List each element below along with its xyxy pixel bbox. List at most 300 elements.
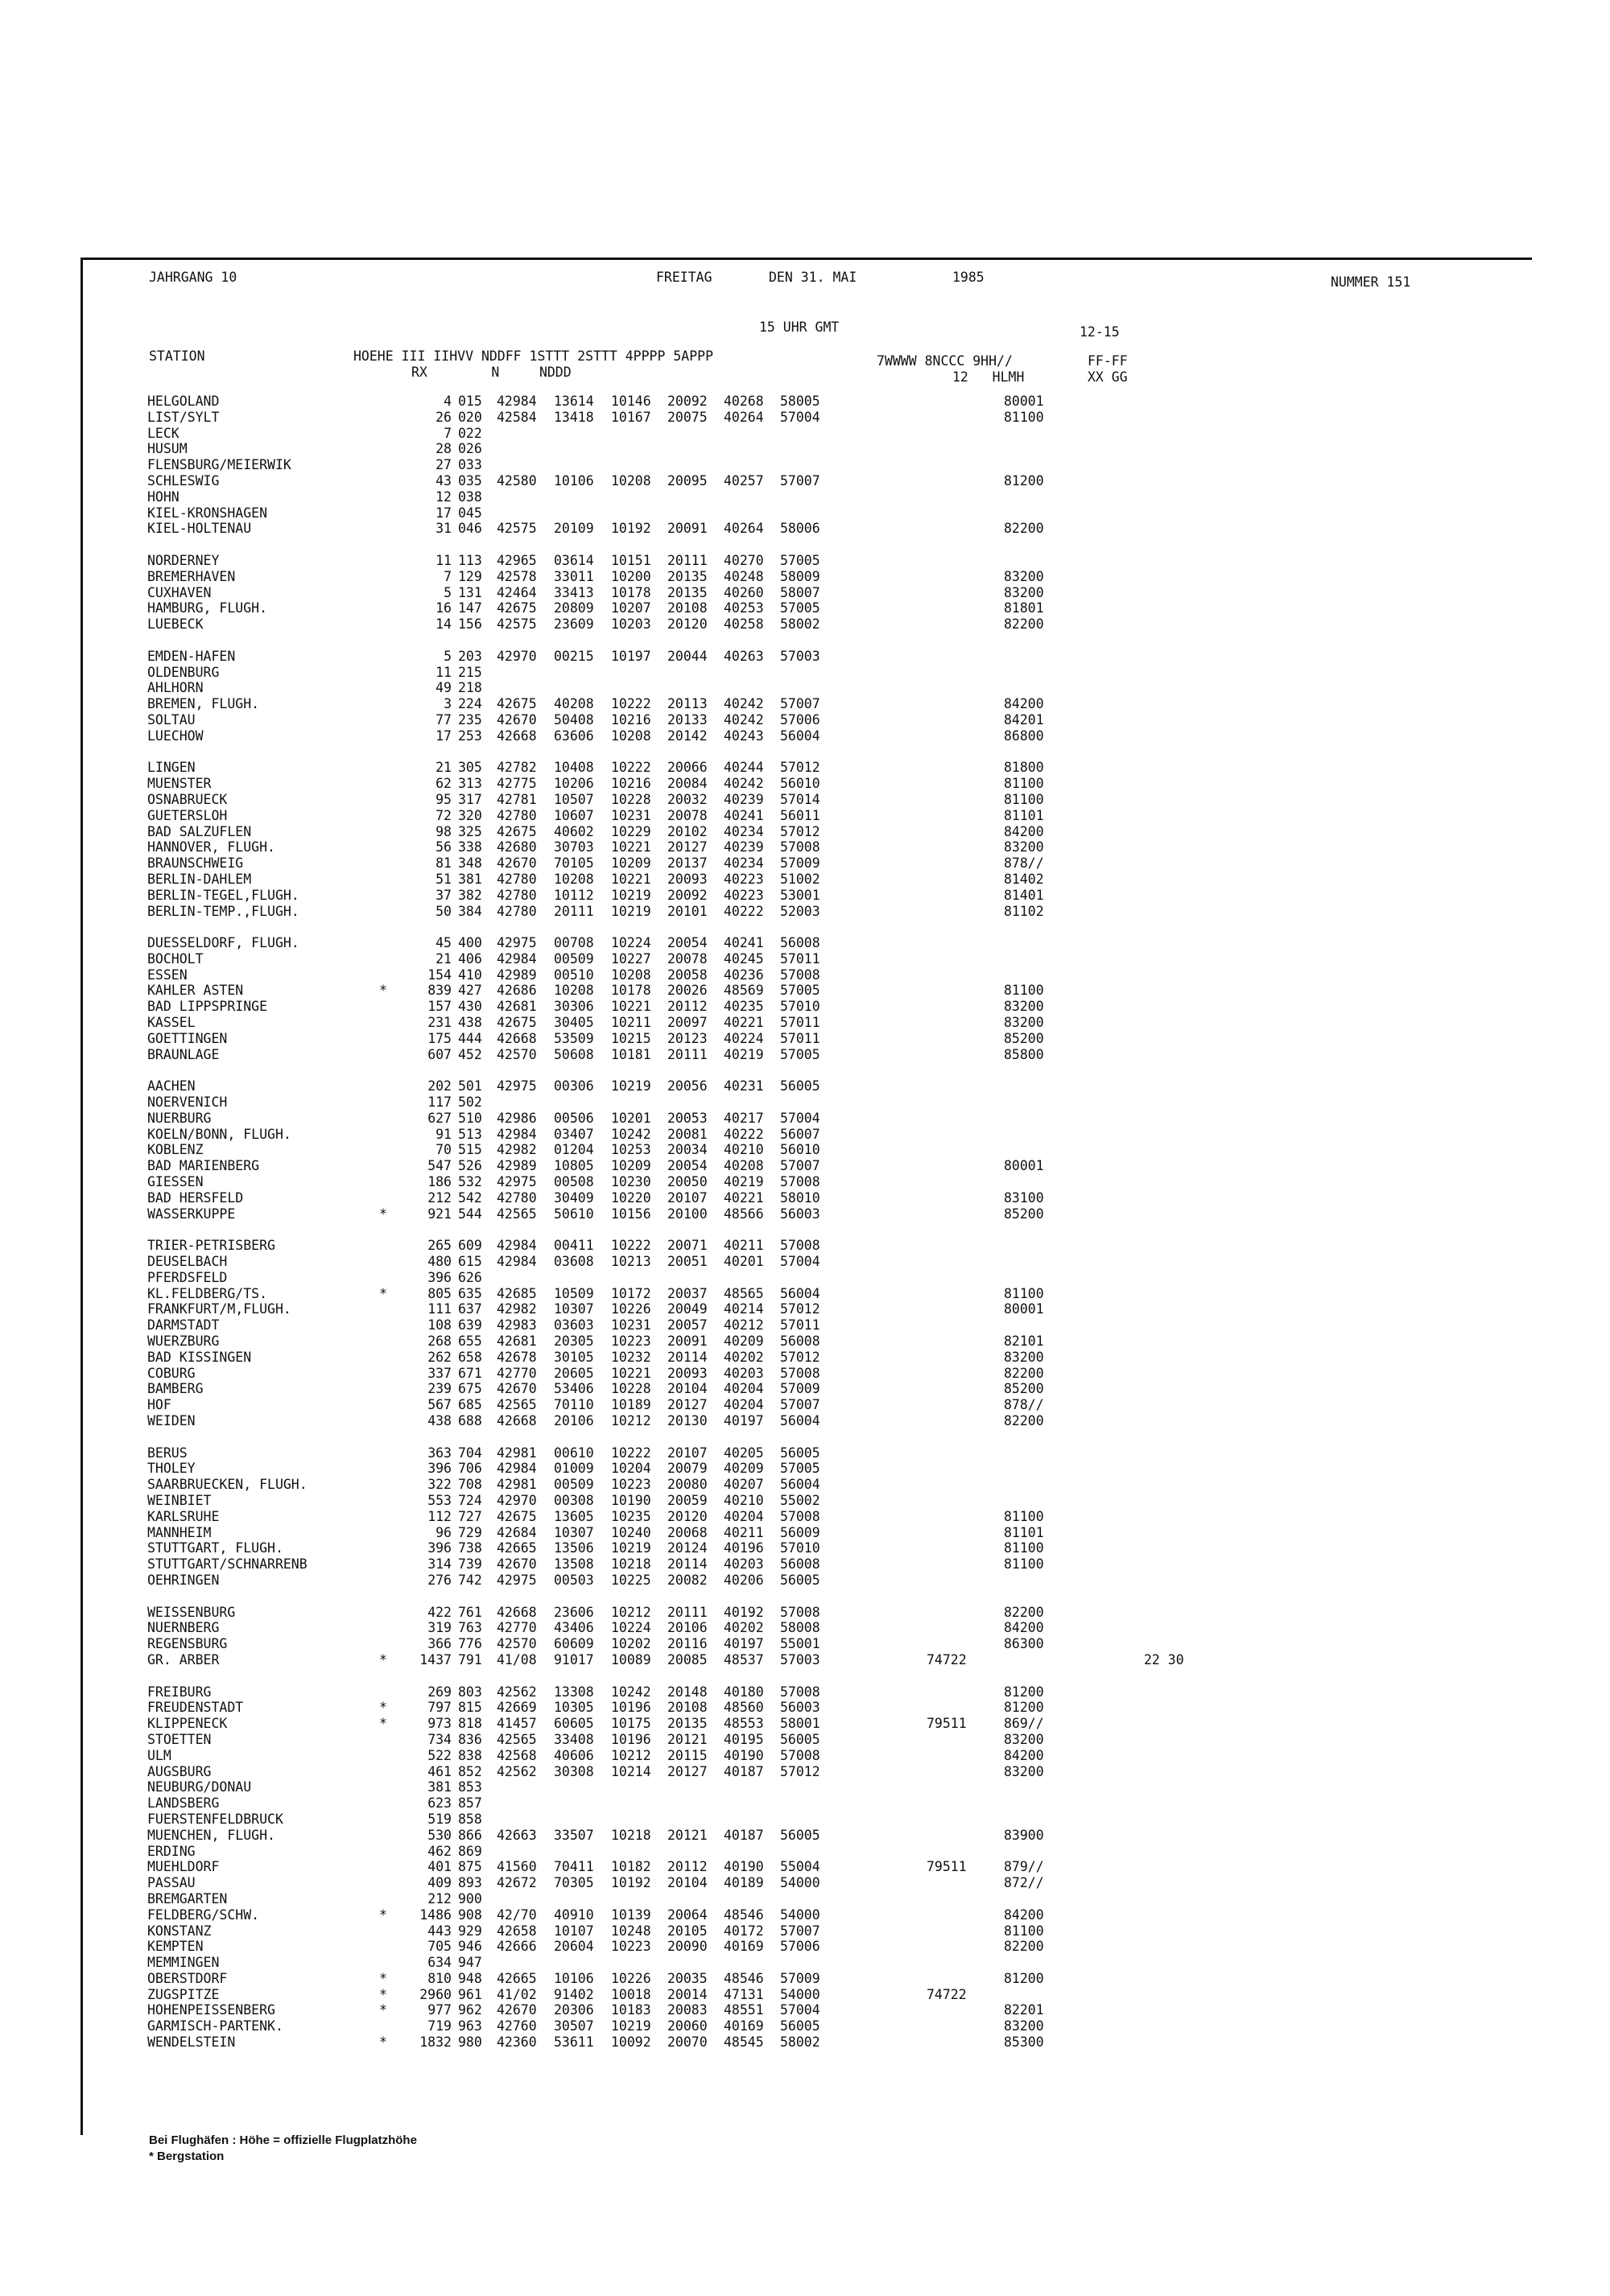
station-name: ZUGSPITZE	[147, 1986, 220, 2002]
group-4pppp: 40192	[724, 1604, 764, 1620]
group-nddff: 53509	[554, 1030, 594, 1046]
station-name: KIEL-HOLTENAU	[147, 521, 252, 537]
group-1sttt: 10223	[611, 1477, 651, 1493]
group-5appp: 56004	[780, 1413, 820, 1428]
group-ff: 22 30	[1144, 1651, 1184, 1667]
group-1sttt: 10196	[611, 1700, 651, 1716]
group-iihvv: 42680	[497, 839, 537, 855]
station-height: 108	[427, 1317, 452, 1333]
group-8nccc: 81102	[1004, 903, 1044, 919]
group-2sttt: 20075	[667, 409, 708, 425]
station-height: 27	[436, 457, 452, 473]
group-4pppp: 40242	[724, 711, 764, 728]
group-nddff: 00509	[554, 1477, 594, 1493]
station-height: 157	[427, 999, 452, 1015]
group-iihvv: 42984	[497, 1254, 537, 1270]
mountain-marker: *	[379, 1285, 387, 1301]
station-name: NUERBURG	[147, 1110, 212, 1126]
group-8nccc: 81100	[1004, 1285, 1044, 1301]
group-8nccc: 82200	[1004, 616, 1044, 633]
station-name: AUGSBURG	[147, 1763, 212, 1779]
station-number: 738	[458, 1540, 482, 1556]
station-height: 607	[427, 1046, 452, 1062]
group-4pppp: 40258	[724, 616, 764, 633]
station-number: 253	[458, 728, 482, 744]
group-1sttt: 10172	[611, 1285, 651, 1301]
station-number: 022	[458, 425, 482, 441]
bulletin-sheet	[80, 258, 1532, 2163]
station-height: 719	[427, 2018, 452, 2034]
station-name: WASSERKUPPE	[147, 1206, 236, 1222]
group-8nccc: 80001	[1004, 1158, 1044, 1174]
year: 1985	[952, 270, 985, 285]
group-2sttt: 20093	[667, 1365, 708, 1381]
station-name: OBERSTDORF	[147, 1970, 228, 1986]
group-1sttt: 10242	[611, 1684, 651, 1700]
station-name: LUEBECK	[147, 616, 204, 633]
group-5appp: 57008	[780, 1604, 820, 1620]
station-name: BERUS	[147, 1445, 188, 1461]
group-2sttt: 20124	[667, 1540, 708, 1556]
group-1sttt: 10182	[611, 1859, 651, 1875]
group-nddff: 10408	[554, 760, 594, 776]
station-number: 015	[458, 394, 482, 409]
group-8nccc: 81200	[1004, 1700, 1044, 1716]
station-height: 805	[427, 1285, 452, 1301]
station-height: 5	[444, 648, 452, 664]
col-codes: HOEHE III IIHVV NDDFF 1STTT 2STTT 4PPPP 5APPP	[353, 348, 714, 364]
group-4pppp: 48566	[724, 1206, 764, 1222]
group-8nccc: 81100	[1004, 1923, 1044, 1939]
group-4pppp: 40242	[724, 696, 764, 712]
group-5appp: 57011	[780, 950, 820, 967]
station-height: 319	[427, 1620, 452, 1636]
station-name: BERLIN-TEMP.,FLUGH.	[147, 903, 299, 919]
group-1sttt: 10207	[611, 600, 651, 616]
group-8nccc: 879//	[1004, 1859, 1044, 1875]
group-iihvv: 42984	[497, 1461, 537, 1477]
station-height: 623	[427, 1795, 452, 1812]
group-2sttt: 20107	[667, 1445, 708, 1461]
station-name: BRAUNSCHWEIG	[147, 855, 244, 872]
group-1sttt: 10156	[611, 1206, 651, 1222]
station-height: 37	[436, 887, 452, 903]
station-number: 637	[458, 1301, 482, 1317]
station-number: 980	[458, 2034, 482, 2051]
station-name: REGENSBURG	[147, 1636, 228, 1652]
group-5appp: 57005	[780, 552, 820, 568]
station-height: 17	[436, 505, 452, 521]
group-nddff: 70110	[554, 1397, 594, 1413]
group-8nccc: 81101	[1004, 1524, 1044, 1540]
station-name: TRIER-PETRISBERG	[147, 1238, 275, 1254]
station-number: 320	[458, 807, 482, 823]
station-height: 921	[427, 1206, 452, 1222]
group-5appp: 57005	[780, 1046, 820, 1062]
station-height: 480	[427, 1254, 452, 1270]
group-iihvv: 42780	[497, 1189, 537, 1206]
group-nddff: 20604	[554, 1939, 594, 1955]
group-5appp: 56005	[780, 2018, 820, 2034]
group-2sttt: 20080	[667, 1477, 708, 1493]
group-1sttt: 10151	[611, 552, 651, 568]
group-1sttt: 10189	[611, 1397, 651, 1413]
station-number: 542	[458, 1189, 482, 1206]
station-name: PFERDSFELD	[147, 1269, 228, 1285]
group-5appp: 57005	[780, 600, 820, 616]
group-iihvv: 42975	[497, 1572, 537, 1588]
mountain-marker: *	[379, 1651, 387, 1667]
group-1sttt: 10231	[611, 807, 651, 823]
group-nddff: 70305	[554, 1875, 594, 1891]
station-name: ERDING	[147, 1843, 196, 1859]
group-1sttt: 10224	[611, 1620, 651, 1636]
group-1sttt: 10192	[611, 521, 651, 537]
group-nddff: 00506	[554, 1110, 594, 1126]
mountain-marker: *	[379, 1206, 387, 1222]
station-height: 366	[427, 1636, 452, 1652]
ff-range: 12-15	[1080, 324, 1120, 340]
station-height: 2960	[419, 1986, 452, 2002]
group-2sttt: 20081	[667, 1126, 708, 1142]
group-iihvv: 42975	[497, 1174, 537, 1190]
group-nddff: 00411	[554, 1238, 594, 1254]
station-height: 50	[436, 903, 452, 919]
group-4pppp: 40205	[724, 1445, 764, 1461]
station-number: 026	[458, 441, 482, 457]
group-8nccc: 83900	[1004, 1827, 1044, 1843]
station-height: 363	[427, 1445, 452, 1461]
jahrgang: JAHRGANG 10	[149, 270, 237, 285]
station-height: 43	[436, 472, 452, 488]
group-2sttt: 20148	[667, 1684, 708, 1700]
station-number: 815	[458, 1700, 482, 1716]
station-number: 742	[458, 1572, 482, 1588]
group-iihvv: 42663	[497, 1827, 537, 1843]
station-number: 381	[458, 871, 482, 887]
group-5appp: 57009	[780, 1381, 820, 1397]
station-name: MANNHEIM	[147, 1524, 212, 1540]
group-nddff: 63606	[554, 728, 594, 744]
station-height: 95	[436, 791, 452, 807]
station-name: HANNOVER, FLUGH.	[147, 839, 275, 855]
station-name: OSNABRUECK	[147, 791, 228, 807]
group-iihvv: 42770	[497, 1365, 537, 1381]
group-4pppp: 40236	[724, 967, 764, 983]
group-iihvv: 42681	[497, 999, 537, 1015]
mountain-marker: *	[379, 983, 387, 999]
group-iihvv: 42464	[497, 584, 537, 600]
station-number: 685	[458, 1397, 482, 1413]
group-nddff: 10107	[554, 1923, 594, 1939]
group-4pppp: 48545	[724, 2034, 764, 2051]
group-2sttt: 20085	[667, 1651, 708, 1667]
group-4pppp: 40264	[724, 521, 764, 537]
group-2sttt: 20100	[667, 1206, 708, 1222]
group-1sttt: 10226	[611, 1301, 651, 1317]
group-5appp: 55001	[780, 1636, 820, 1652]
group-4pppp: 40211	[724, 1524, 764, 1540]
station-height: 268	[427, 1333, 452, 1350]
station-name: LECK	[147, 425, 180, 441]
group-8nccc: 878//	[1004, 1397, 1044, 1413]
station-name: HELGOLAND	[147, 394, 220, 409]
station-number: 671	[458, 1365, 482, 1381]
group-1sttt: 10181	[611, 1046, 651, 1062]
group-1sttt: 10222	[611, 1445, 651, 1461]
group-5appp: 53001	[780, 887, 820, 903]
group-nddff: 10805	[554, 1158, 594, 1174]
station-height: 111	[427, 1301, 452, 1317]
station-number: 836	[458, 1731, 482, 1747]
group-4pppp: 40219	[724, 1174, 764, 1190]
group-iihvv: 42770	[497, 1620, 537, 1636]
station-height: 1832	[419, 2034, 452, 2051]
group-2sttt: 20104	[667, 1381, 708, 1397]
station-height: 3	[444, 696, 452, 712]
group-2sttt: 20108	[667, 1700, 708, 1716]
group-nddff: 10208	[554, 983, 594, 999]
station-name: ESSEN	[147, 967, 188, 983]
group-2sttt: 20026	[667, 983, 708, 999]
station-number: 526	[458, 1158, 482, 1174]
station-height: 401	[427, 1859, 452, 1875]
group-4pppp: 40231	[724, 1078, 764, 1094]
group-5appp: 58009	[780, 568, 820, 584]
group-8nccc: 83200	[1004, 1731, 1044, 1747]
group-nddff: 20305	[554, 1333, 594, 1350]
station-height: 1486	[419, 1906, 452, 1923]
group-iihvv: 42672	[497, 1875, 537, 1891]
station-height: 17	[436, 728, 452, 744]
group-1sttt: 10229	[611, 823, 651, 839]
station-number: 963	[458, 2018, 482, 2034]
station-name: KL.FELDBERG/TS.	[147, 1285, 268, 1301]
station-name: OLDENBURG	[147, 664, 220, 680]
station-height: 175	[427, 1030, 452, 1046]
group-5appp: 54000	[780, 1875, 820, 1891]
group-8nccc: 80001	[1004, 1301, 1044, 1317]
group-5appp: 56008	[780, 1333, 820, 1350]
station-name: GOETTINGEN	[147, 1030, 228, 1046]
group-2sttt: 20053	[667, 1110, 708, 1126]
station-height: 4	[444, 394, 452, 409]
group-4pppp: 40203	[724, 1365, 764, 1381]
group-8nccc: 84200	[1004, 1906, 1044, 1923]
group-1sttt: 10216	[611, 711, 651, 728]
station-height: 62	[436, 776, 452, 792]
group-5appp: 56005	[780, 1827, 820, 1843]
station-name: FLENSBURG/MEIERWIK	[147, 457, 291, 473]
group-1sttt: 10218	[611, 1556, 651, 1573]
group-8nccc: 86300	[1004, 1636, 1044, 1652]
group-iihvv: 42984	[497, 394, 537, 409]
group-4pppp: 40260	[724, 584, 764, 600]
group-1sttt: 10146	[611, 394, 651, 409]
station-name: BOCHOLT	[147, 950, 204, 967]
group-2sttt: 20068	[667, 1524, 708, 1540]
station-number: 739	[458, 1556, 482, 1573]
station-height: 337	[427, 1365, 452, 1381]
group-4pppp: 40169	[724, 2018, 764, 2034]
station-number: 655	[458, 1333, 482, 1350]
group-4pppp: 40248	[724, 568, 764, 584]
group-2sttt: 20054	[667, 1158, 708, 1174]
group-nddff: 03407	[554, 1126, 594, 1142]
group-iihvv: 42982	[497, 1142, 537, 1158]
group-8nccc: 80001	[1004, 394, 1044, 409]
station-name: MEMMINGEN	[147, 1955, 220, 1971]
group-1sttt: 10212	[611, 1604, 651, 1620]
group-5appp: 57011	[780, 1317, 820, 1333]
group-nddff: 01009	[554, 1461, 594, 1477]
group-iihvv: 42781	[497, 791, 537, 807]
group-5appp: 57006	[780, 1939, 820, 1955]
group-8nccc: 82200	[1004, 1604, 1044, 1620]
group-nddff: 50608	[554, 1046, 594, 1062]
group-8nccc: 85200	[1004, 1381, 1044, 1397]
group-1sttt: 10209	[611, 1158, 651, 1174]
station-name: BAD SALZUFLEN	[147, 823, 252, 839]
group-4pppp: 40244	[724, 760, 764, 776]
group-iihvv: 42562	[497, 1684, 537, 1700]
group-1sttt: 10211	[611, 1015, 651, 1031]
group-4pppp: 40234	[724, 823, 764, 839]
group-5appp: 57004	[780, 1110, 820, 1126]
group-1sttt: 10223	[611, 1333, 651, 1350]
station-name: CUXHAVEN	[147, 584, 212, 600]
group-2sttt: 20059	[667, 1492, 708, 1508]
station-number: 129	[458, 568, 482, 584]
station-height: 810	[427, 1970, 452, 1986]
station-height: 26	[436, 409, 452, 425]
group-1sttt: 10209	[611, 855, 651, 872]
group-8nccc: 83200	[1004, 1015, 1044, 1031]
group-5appp: 57012	[780, 823, 820, 839]
group-5appp: 57011	[780, 1030, 820, 1046]
station-height: 396	[427, 1269, 452, 1285]
group-iihvv: 42983	[497, 1317, 537, 1333]
station-height: 396	[427, 1540, 452, 1556]
station-height: 567	[427, 1397, 452, 1413]
group-iihvv: 42965	[497, 552, 537, 568]
group-2sttt: 20101	[667, 903, 708, 919]
group-2sttt: 20044	[667, 648, 708, 664]
group-nddff: 00308	[554, 1492, 594, 1508]
station-height: 7	[444, 425, 452, 441]
group-8nccc: 878//	[1004, 855, 1044, 872]
station-number: 838	[458, 1747, 482, 1763]
group-5appp: 57007	[780, 1158, 820, 1174]
station-name: BAD MARIENBERG	[147, 1158, 260, 1174]
group-1sttt: 10219	[611, 1078, 651, 1094]
group-4pppp: 40243	[724, 728, 764, 744]
group-8nccc: 82200	[1004, 1939, 1044, 1955]
station-number: 035	[458, 472, 482, 488]
group-nddff: 13605	[554, 1508, 594, 1524]
group-iihvv: 42775	[497, 776, 537, 792]
group-iihvv: 42565	[497, 1731, 537, 1747]
group-nddff: 03614	[554, 552, 594, 568]
group-iihvv: 42665	[497, 1970, 537, 1986]
group-5appp: 58002	[780, 616, 820, 633]
group-iihvv: 42565	[497, 1397, 537, 1413]
group-4pppp: 40241	[724, 807, 764, 823]
group-nddff: 10507	[554, 791, 594, 807]
group-4pppp: 40180	[724, 1684, 764, 1700]
group-8nccc: 81801	[1004, 600, 1044, 616]
station-name: KOBLENZ	[147, 1142, 204, 1158]
group-8nccc: 81100	[1004, 1508, 1044, 1524]
station-number: 317	[458, 791, 482, 807]
group-8nccc: 83200	[1004, 1763, 1044, 1779]
col-codes-sub: RX N NDDD	[411, 365, 572, 380]
station-name: KOELN/BONN, FLUGH.	[147, 1126, 291, 1142]
group-iihvv: 42984	[497, 1238, 537, 1254]
group-1sttt: 10183	[611, 2002, 651, 2018]
group-5appp: 57009	[780, 1970, 820, 1986]
group-nddff: 43406	[554, 1620, 594, 1636]
station-name: FUERSTENFELDBRUCK	[147, 1811, 283, 1827]
station-name: BERLIN-DAHLEM	[147, 871, 252, 887]
group-5appp: 57007	[780, 1923, 820, 1939]
group-4pppp: 40257	[724, 472, 764, 488]
group-iihvv: 42668	[497, 1413, 537, 1428]
station-height: 634	[427, 1955, 452, 1971]
group-8nccc: 81100	[1004, 791, 1044, 807]
group-5appp: 57014	[780, 791, 820, 807]
station-number: 410	[458, 967, 482, 983]
station-number: 215	[458, 664, 482, 680]
mountain-marker: *	[379, 1986, 387, 2002]
station-number: 438	[458, 1015, 482, 1031]
col-ff: FF-FF	[1088, 353, 1128, 369]
station-name: KLIPPENECK	[147, 1716, 228, 1732]
station-number: 858	[458, 1811, 482, 1827]
station-name: LANDSBERG	[147, 1795, 220, 1812]
group-2sttt: 20049	[667, 1301, 708, 1317]
group-iihvv: 41560	[497, 1859, 537, 1875]
group-iihvv: 42669	[497, 1700, 537, 1716]
group-4pppp: 40197	[724, 1636, 764, 1652]
group-1sttt: 10240	[611, 1524, 651, 1540]
group-7wwww: 79511	[927, 1716, 967, 1732]
station-number: 803	[458, 1684, 482, 1700]
group-2sttt: 20032	[667, 791, 708, 807]
date: DEN 31. MAI	[769, 270, 857, 285]
group-iihvv: 42668	[497, 1604, 537, 1620]
group-iihvv: 42665	[497, 1540, 537, 1556]
group-2sttt: 20035	[667, 1970, 708, 1986]
group-4pppp: 40201	[724, 1254, 764, 1270]
group-2sttt: 20116	[667, 1636, 708, 1652]
group-2sttt: 20078	[667, 950, 708, 967]
group-8nccc: 82200	[1004, 521, 1044, 537]
group-7wwww: 74722	[927, 1651, 967, 1667]
group-5appp: 57012	[780, 760, 820, 776]
group-1sttt: 10212	[611, 1413, 651, 1428]
station-height: 461	[427, 1763, 452, 1779]
group-1sttt: 10178	[611, 983, 651, 999]
group-nddff: 00509	[554, 950, 594, 967]
group-iihvv: 42970	[497, 1492, 537, 1508]
station-height: 11	[436, 664, 452, 680]
group-iihvv: 42685	[497, 1285, 537, 1301]
group-1sttt: 10208	[611, 728, 651, 744]
group-1sttt: 10227	[611, 950, 651, 967]
station-name: NUERNBERG	[147, 1620, 220, 1636]
station-number: 818	[458, 1716, 482, 1732]
